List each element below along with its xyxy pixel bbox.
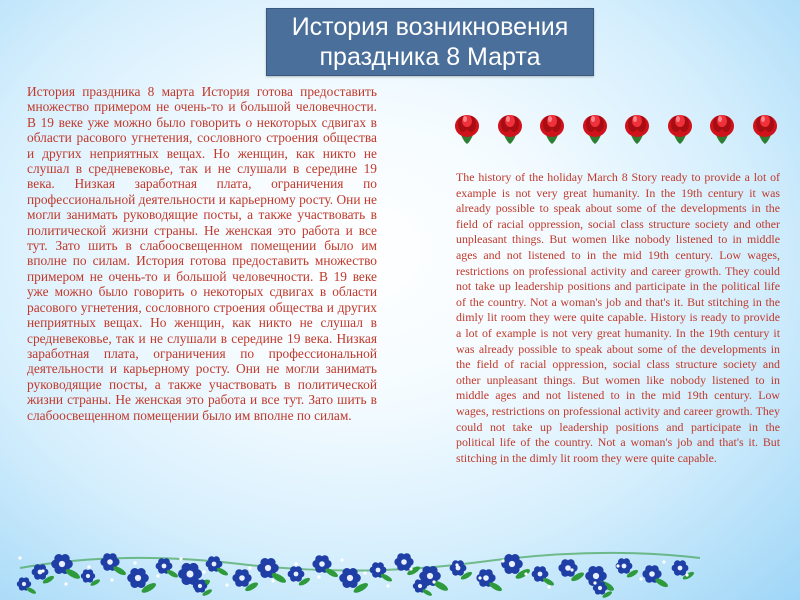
red-rose-icon (580, 110, 610, 146)
blue-flower-garland (0, 528, 720, 600)
red-rose-icon (750, 110, 780, 146)
english-text-block: The history of the holiday March 8 Story ready to provide a lot of example is not very great humanity. In the 19th century it was already possible to speak about some of the developments in the field of racial oppression, social class structure society and other unpleasant things. But women like nobody listened to in middle ages and not listened to in the mid 19th century. Low wages, restrictions on professional activity and career growth. They could not take up leadership positions and participate in the political life of the country. Not a woman's job and that's it. But stitching in the dimly lit room they were quite capable. History is ready to provide a lot of example is not very great humanity. In the 19th century it was already possible to speak about some of the developments in the field of racial oppression, social class structure society and other unpleasant things. But women like nobody listened to in middle ages and not listened to in the mid 19th century. Low wages, restrictions on professional activity and career growth. They could not take up leadership positions and participate in the political life of the country. Not a woman's job and that's it. But stitching in the dimly lit room they were quite capable. (456, 170, 780, 465)
slide-title (266, 8, 594, 76)
red-rose-icon (495, 110, 525, 146)
title-line-2: праздника 8 Марта (319, 43, 541, 71)
russian-text-block: История праздника 8 марта История готова предоставить множество примером не очень-то и большой человечности. В 19 веке уже можно было говорить о некоторых сдвигах в области расового угнетения, сословного строения общества и других неприятных вещах. Но женщин, как никто не слушал в средневековье, так и не слушали в середине 19 века. Низкая заработная плата, ограничения по профессиональной деятельности и карьерному росту. Они не могли занимать руководящие посты, а также участвовать в политической жизни страны. Не женская это работа и все тут. Зато шить в слабоосвещенном помещении было им вполне по силам. История готова предоставить множество примером не очень-то и большой человечности. В 19 веке уже можно было говорить о некоторых сдвигах в области расового угнетения, сословного строения общества и других неприятных вещах. Но женщин, как никто не слушал в средневековье, так и не слушали в середине 19 века. Низкая заработная плата, ограничения по профессиональной деятельности и карьерному росту. Они не могли занимать руководящие посты, а также участвовать в политической жизни страны. Не женская это работа и все тут. Зато шить в слабоосвещенном помещении было им вполне по силам. (27, 84, 377, 423)
title-line-1: История возникновения (291, 13, 569, 41)
red-rose-icon (452, 110, 482, 146)
red-rose-icon (622, 110, 652, 146)
red-rose-icon (707, 110, 737, 146)
red-rose-icon (665, 110, 695, 146)
red-rose-icon (537, 110, 567, 146)
rose-row (452, 110, 784, 150)
